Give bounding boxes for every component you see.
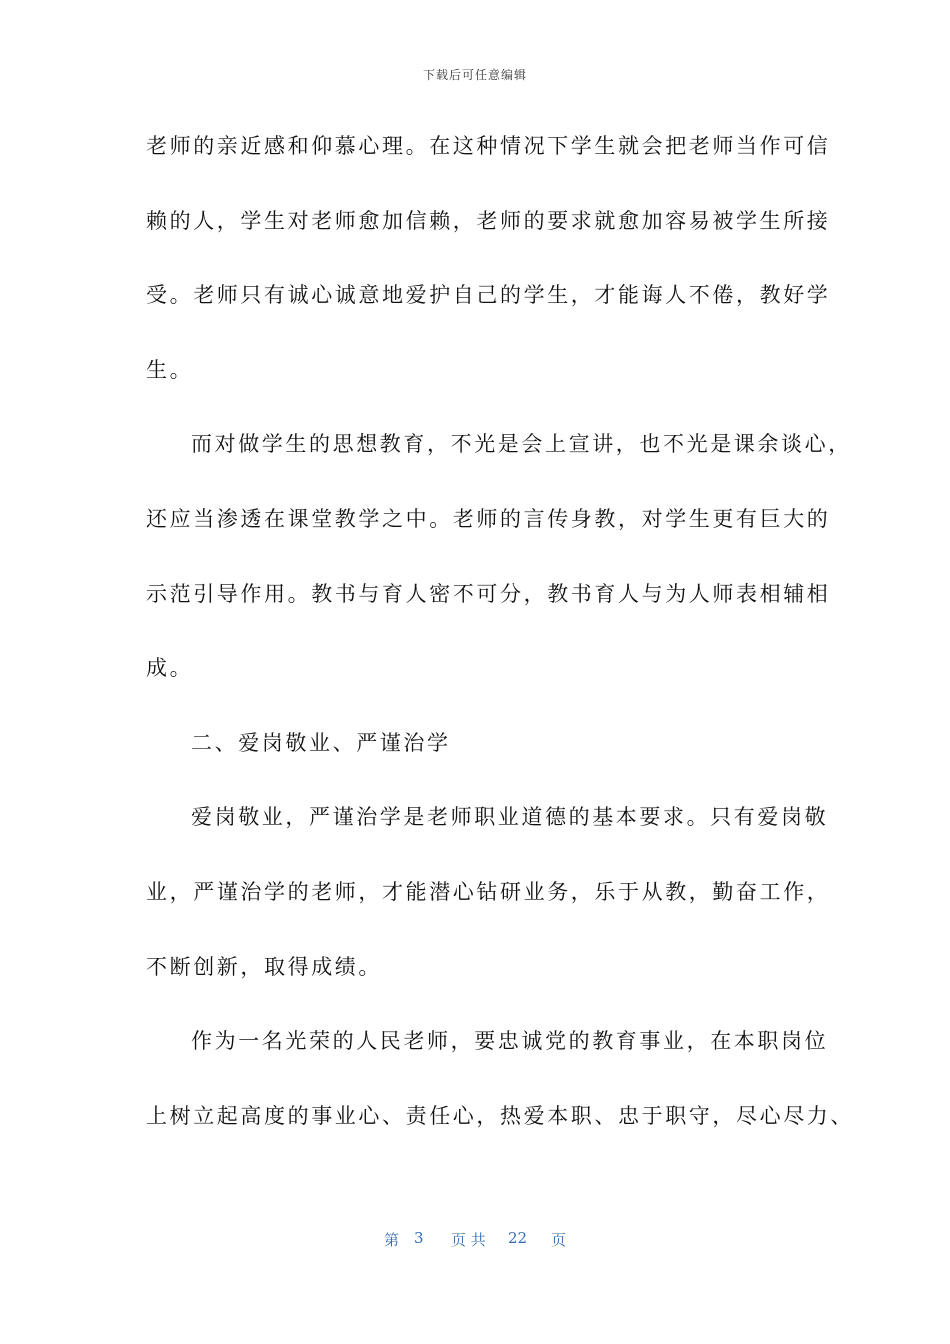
paragraph-start-line: 爱岗敬业，严谨治学是老师职业道德的基本要求。只有爱岗敬 — [191, 805, 829, 830]
text-line: 示范引导作用。教书与育人密不可分，教书育人与为人师表相辅相 — [146, 581, 831, 606]
document-body — [146, 126, 854, 1170]
text-line: 上树立起高度的事业心、责任心，热爱本职、忠于职守，尽心尽力、 — [146, 1103, 854, 1128]
paragraph-start-line: 而对做学生的思想教育，不光是会上宣讲，也不光是课余谈心， — [191, 432, 852, 457]
total-pages-number: 22 — [508, 1229, 528, 1247]
text-line: 老师的亲近感和仰慕心理。在这种情况下学生就会把老师当作可信 — [146, 134, 831, 158]
section-heading: 二、爱岗敬业、严谨治学 — [191, 730, 451, 755]
text-line: 还应当渗透在课堂教学之中。老师的言传身教，对学生更有巨大的 — [146, 506, 831, 531]
current-page-number: 3 — [414, 1229, 424, 1247]
text-line: 生。 — [146, 357, 194, 382]
footer-middle: 页 共 — [451, 1231, 486, 1249]
text-line: 成。 — [146, 656, 194, 681]
text-line: 受。老师只有诚心诚意地爱护自己的学生，才能诲人不倦，教好学 — [146, 283, 831, 308]
text-line: 赖的人，学生对老师愈加信赖，老师的要求就愈加容易被学生所接 — [146, 208, 831, 233]
page-header: 下载后可任意编辑 — [422, 68, 527, 82]
paragraph-start-line: 作为一名光荣的人民老师，要忠诚党的教育事业，在本职岗位 — [191, 1029, 829, 1054]
text-line: 业，严谨治学的老师，才能潜心钻研业务，乐于从教，勤奋工作， — [146, 879, 831, 904]
footer-suffix: 页 — [551, 1231, 567, 1249]
footer-prefix: 第 — [384, 1231, 400, 1249]
text-line: 不断创新，取得成绩。 — [146, 954, 382, 979]
